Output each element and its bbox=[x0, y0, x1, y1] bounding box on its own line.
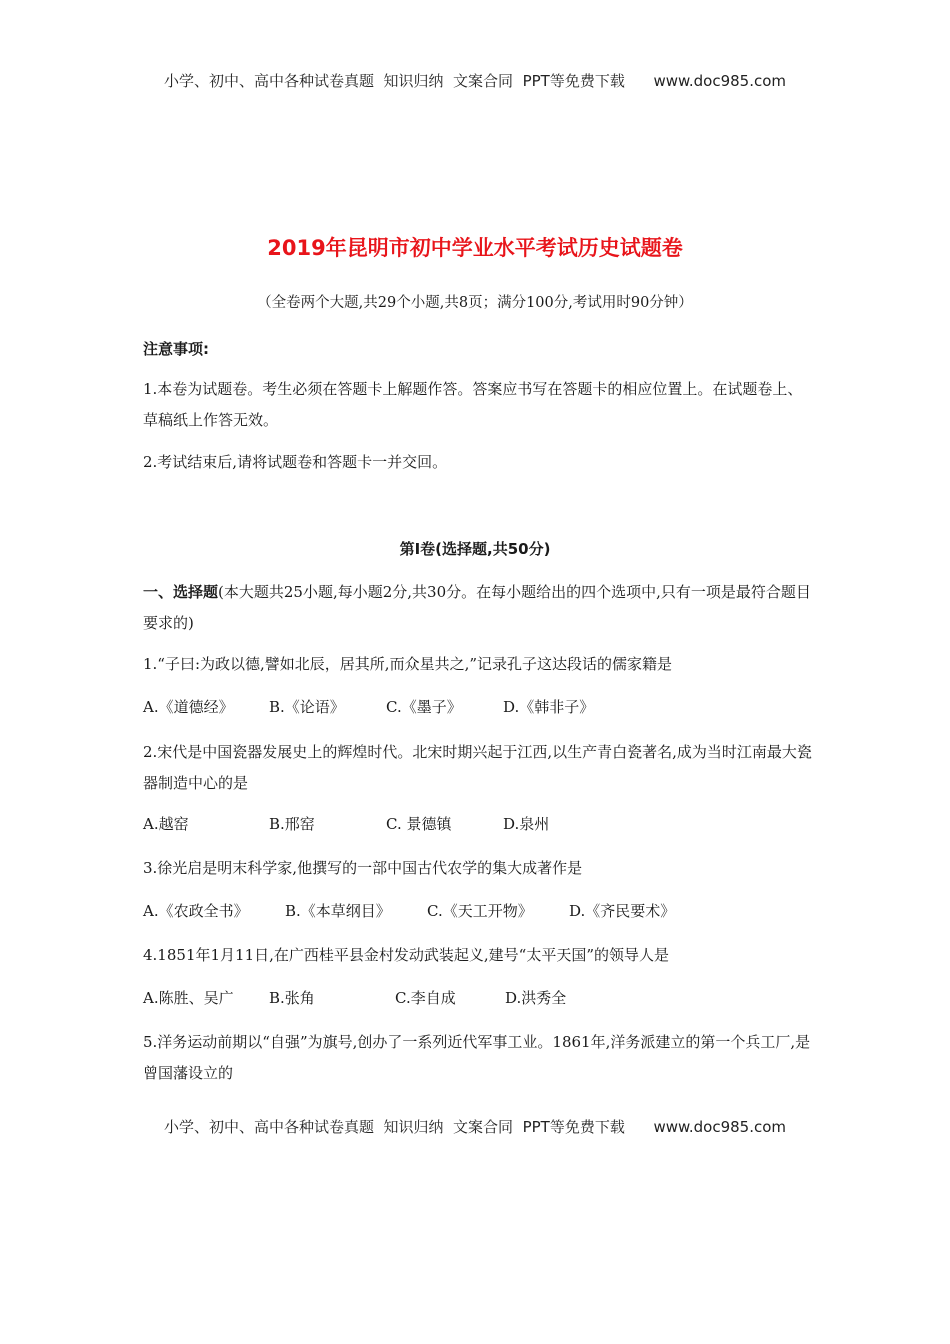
option-c: C.李自成 bbox=[395, 989, 456, 1007]
question-2-options bbox=[143, 809, 549, 840]
notes-heading: 注意事项: bbox=[143, 340, 209, 358]
option-a: A.《农政全书》 bbox=[143, 902, 249, 920]
question-4-options bbox=[143, 983, 566, 1014]
question-1-options bbox=[143, 692, 594, 723]
page-header: 小学、初中、高中各种试卷真题 知识归纳 文案合同 PPT等免费下载 www.doc985.com bbox=[163, 72, 787, 90]
option-d: D.《齐民要术》 bbox=[569, 902, 676, 920]
option-b: B.《论语》 bbox=[269, 698, 345, 716]
question-2: 2.宋代是中国瓷器发展史上的辉煌时代。北宋时期兴起于江西,以生产青白瓷著名,成为当时江南最大瓷器制造中心的是 bbox=[143, 743, 812, 792]
part-label: 一、选择题 bbox=[143, 583, 219, 601]
page-footer: 小学、初中、高中各种试卷真题 知识归纳 文案合同 PPT等免费下载 www.doc985.com bbox=[163, 1118, 787, 1136]
question-1: 1.“子曰:为政以德,譬如北辰，居其所,而众星共之,”记录孔子这达段话的儒家籍是 bbox=[143, 655, 673, 673]
option-a: A.越窑 bbox=[143, 815, 189, 833]
option-a: A.陈胜、吴广 bbox=[143, 989, 234, 1007]
exam-title: 2019年昆明市初中学业水平考试历史试题卷 bbox=[267, 236, 683, 260]
option-b: B.张角 bbox=[269, 989, 315, 1007]
notes-item-1: 1.本卷为试题卷。考生必须在答题卡上解题作答。答案应书写在答题卡的相应位置上。在试题卷上、草稿纸上作答无效。 bbox=[143, 380, 803, 429]
option-d: D.泉州 bbox=[503, 815, 550, 833]
option-b: B.《本草纲目》 bbox=[285, 902, 391, 920]
question-5: 5.洋务运动前期以“自强”为旗号,创办了一系列近代军事工业。1861年,洋务派建立的第一个兵工厂,是曾国藩设立的 bbox=[143, 1033, 811, 1082]
question-3: 3.徐光启是明末科学家,他撰写的一部中国古代农学的集大成著作是 bbox=[143, 859, 583, 877]
notes-item-2: 2.考试结束后,请将试题卷和答题卡一并交回。 bbox=[143, 453, 448, 471]
part-description: (本大题共25小题,每小题2分,共30分。在每小题给出的四个选项中,只有一项是最符合题目要求的) bbox=[143, 583, 811, 632]
option-c: C. 景德镇 bbox=[386, 815, 452, 833]
option-d: D.洪秀全 bbox=[505, 989, 567, 1007]
question-3-options bbox=[143, 896, 675, 927]
part-instructions bbox=[143, 577, 813, 639]
option-c: C.《墨子》 bbox=[386, 698, 462, 716]
question-4: 4.1851年1月11日,在广西桂平县金村发动武装起义,建号“太平天国”的领导人是 bbox=[143, 946, 669, 964]
option-c: C.《天工开物》 bbox=[427, 902, 533, 920]
section-heading: 第Ⅰ卷(选择题,共50分) bbox=[399, 540, 551, 558]
exam-subtitle: （全卷两个大题,共29个小题,共8页；满分100分,考试用时90分钟） bbox=[257, 295, 693, 311]
option-d: D.《韩非子》 bbox=[503, 698, 595, 716]
option-b: B.邢窑 bbox=[269, 815, 315, 833]
option-a: A.《道德经》 bbox=[143, 698, 234, 716]
